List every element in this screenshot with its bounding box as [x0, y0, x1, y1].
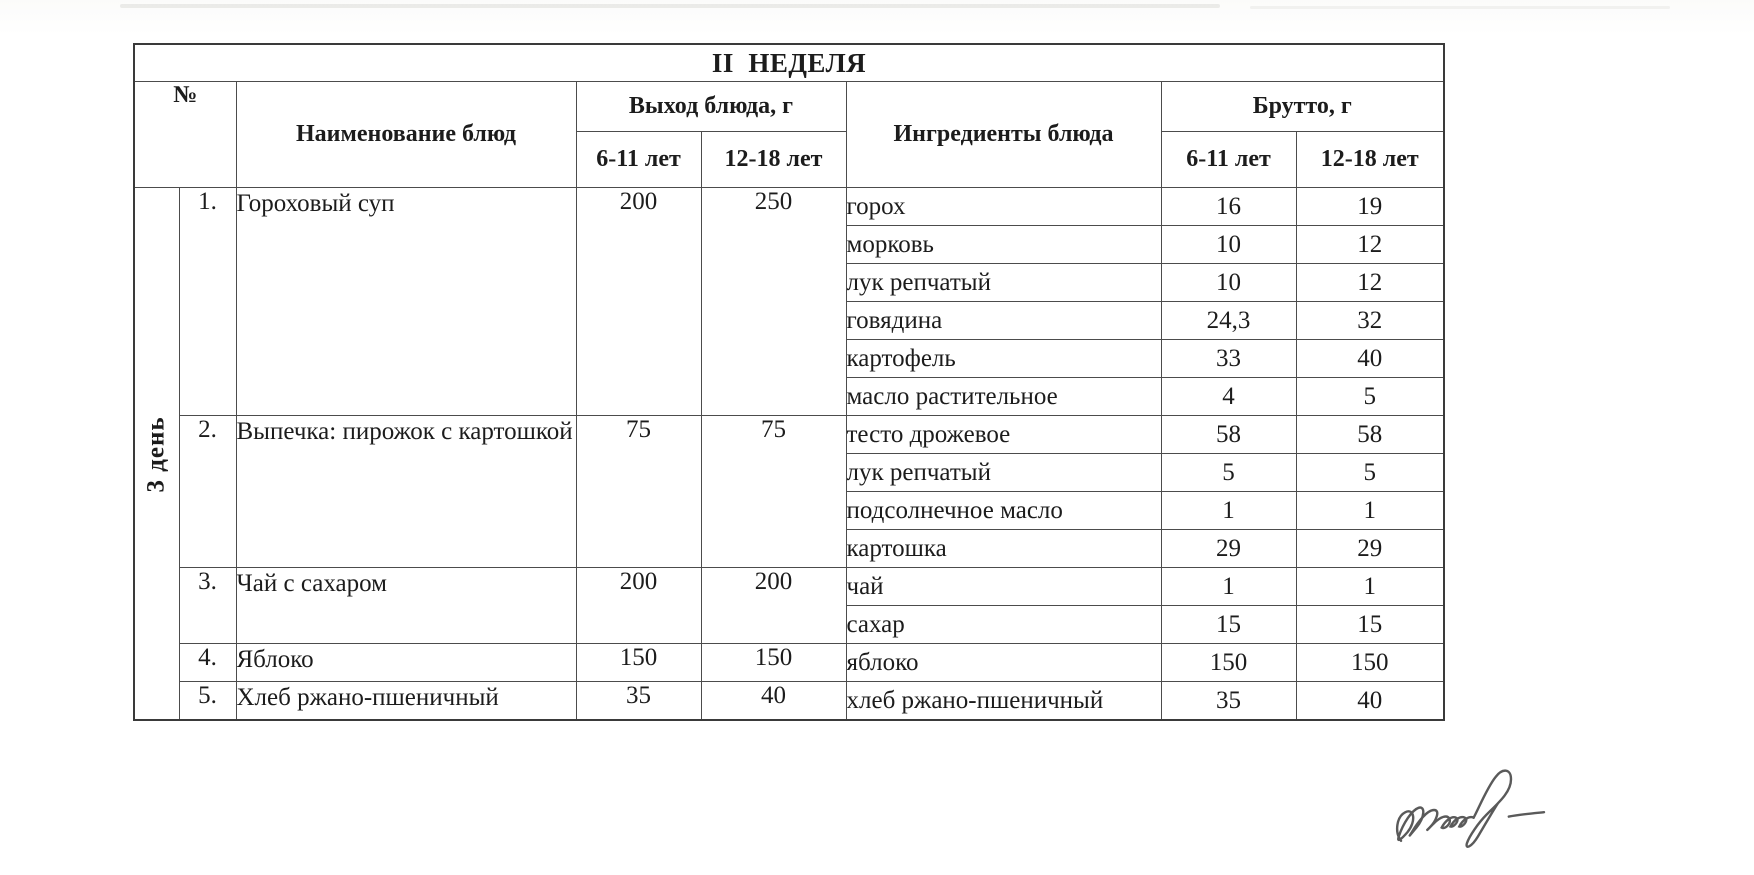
- ingredient-gross-12-18: 32: [1296, 302, 1444, 340]
- ingredient-name: подсолнечное масло: [846, 492, 1161, 530]
- table-row: [134, 682, 1444, 721]
- ingredient-name: тесто дрожевое: [846, 416, 1161, 454]
- day-label: 3 день: [134, 188, 179, 721]
- ingredient-gross-6-11: 1: [1161, 568, 1296, 606]
- week-title: II НЕДЕЛЯ: [134, 44, 1444, 82]
- ingredient-gross-6-11: 24,3: [1161, 302, 1296, 340]
- ingredient-gross-12-18: 12: [1296, 264, 1444, 302]
- dish-number: 4.: [179, 644, 236, 682]
- col-header-number: №: [134, 82, 236, 188]
- dish-name: Чай с сахаром: [236, 568, 576, 644]
- table-row: [134, 188, 1444, 226]
- dish-output-12-18: 250: [701, 188, 846, 416]
- col-header-gross-age-12-18: 12-18 лет: [1296, 132, 1444, 188]
- ingredient-gross-12-18: 150: [1296, 644, 1444, 682]
- col-header-dish-name: Наименование блюд: [236, 82, 576, 188]
- ingredient-gross-6-11: 15: [1161, 606, 1296, 644]
- dish-number: 5.: [179, 682, 236, 721]
- col-header-output-age-12-18: 12-18 лет: [701, 132, 846, 188]
- ingredient-name: картошка: [846, 530, 1161, 568]
- ingredient-name: горох: [846, 188, 1161, 226]
- ingredient-name: масло растительное: [846, 378, 1161, 416]
- ingredient-gross-12-18: 40: [1296, 682, 1444, 721]
- dish-number: 3.: [179, 568, 236, 644]
- scan-artifact-streak: [120, 4, 1220, 8]
- ingredient-gross-6-11: 16: [1161, 188, 1296, 226]
- ingredient-name: сахар: [846, 606, 1161, 644]
- ingredient-gross-6-11: 1: [1161, 492, 1296, 530]
- ingredient-gross-12-18: 1: [1296, 492, 1444, 530]
- ingredient-gross-6-11: 58: [1161, 416, 1296, 454]
- dish-name: Гороховый суп: [236, 188, 576, 416]
- dish-output-6-11: 75: [576, 416, 701, 568]
- ingredient-gross-12-18: 1: [1296, 568, 1444, 606]
- col-header-ingredients: Ингредиенты блюда: [846, 82, 1161, 188]
- signature: [1388, 755, 1568, 865]
- dish-name: Выпечка: пирожок с картошкой: [236, 416, 576, 568]
- dish-output-12-18: 75: [701, 416, 846, 568]
- table-row: [134, 644, 1444, 682]
- dish-output-12-18: 40: [701, 682, 846, 721]
- ingredient-gross-6-11: 150: [1161, 644, 1296, 682]
- ingredient-gross-6-11: 33: [1161, 340, 1296, 378]
- menu-table: [133, 43, 1445, 721]
- dish-output-12-18: 150: [701, 644, 846, 682]
- ingredient-gross-6-11: 5: [1161, 454, 1296, 492]
- menu-table-body: [134, 188, 1444, 721]
- dish-name: Яблоко: [236, 644, 576, 682]
- ingredient-name: лук репчатый: [846, 454, 1161, 492]
- signature-ink: [1388, 755, 1568, 865]
- menu-table-header: [134, 44, 1444, 188]
- col-header-gross-age-6-11: 6-11 лет: [1161, 132, 1296, 188]
- dish-number: 1.: [179, 188, 236, 416]
- ingredient-name: хлеб ржано-пшеничный: [846, 682, 1161, 721]
- ingredient-name: яблоко: [846, 644, 1161, 682]
- ingredient-gross-6-11: 10: [1161, 264, 1296, 302]
- table-row: [134, 416, 1444, 454]
- ingredient-name: морковь: [846, 226, 1161, 264]
- col-header-gross: Брутто, г: [1161, 82, 1444, 132]
- dish-output-6-11: 35: [576, 682, 701, 721]
- ingredient-gross-6-11: 10: [1161, 226, 1296, 264]
- ingredient-gross-12-18: 5: [1296, 454, 1444, 492]
- dish-name: Хлеб ржано-пшеничный: [236, 682, 576, 721]
- col-header-output-age-6-11: 6-11 лет: [576, 132, 701, 188]
- ingredient-gross-6-11: 35: [1161, 682, 1296, 721]
- ingredient-gross-12-18: 58: [1296, 416, 1444, 454]
- dish-output-6-11: 200: [576, 568, 701, 644]
- ingredient-gross-12-18: 19: [1296, 188, 1444, 226]
- dish-output-12-18: 200: [701, 568, 846, 644]
- ingredient-name: чай: [846, 568, 1161, 606]
- ingredient-gross-12-18: 15: [1296, 606, 1444, 644]
- ingredient-gross-12-18: 40: [1296, 340, 1444, 378]
- table-row: [134, 568, 1444, 606]
- ingredient-gross-12-18: 29: [1296, 530, 1444, 568]
- ingredient-gross-12-18: 5: [1296, 378, 1444, 416]
- ingredient-gross-6-11: 29: [1161, 530, 1296, 568]
- col-header-output: Выход блюда, г: [576, 82, 846, 132]
- ingredient-name: говядина: [846, 302, 1161, 340]
- ingredient-gross-12-18: 12: [1296, 226, 1444, 264]
- ingredient-name: лук репчатый: [846, 264, 1161, 302]
- ingredient-name: картофель: [846, 340, 1161, 378]
- dish-number: 2.: [179, 416, 236, 568]
- scan-artifact-streak: [1250, 6, 1670, 9]
- dish-output-6-11: 150: [576, 644, 701, 682]
- dish-output-6-11: 200: [576, 188, 701, 416]
- ingredient-gross-6-11: 4: [1161, 378, 1296, 416]
